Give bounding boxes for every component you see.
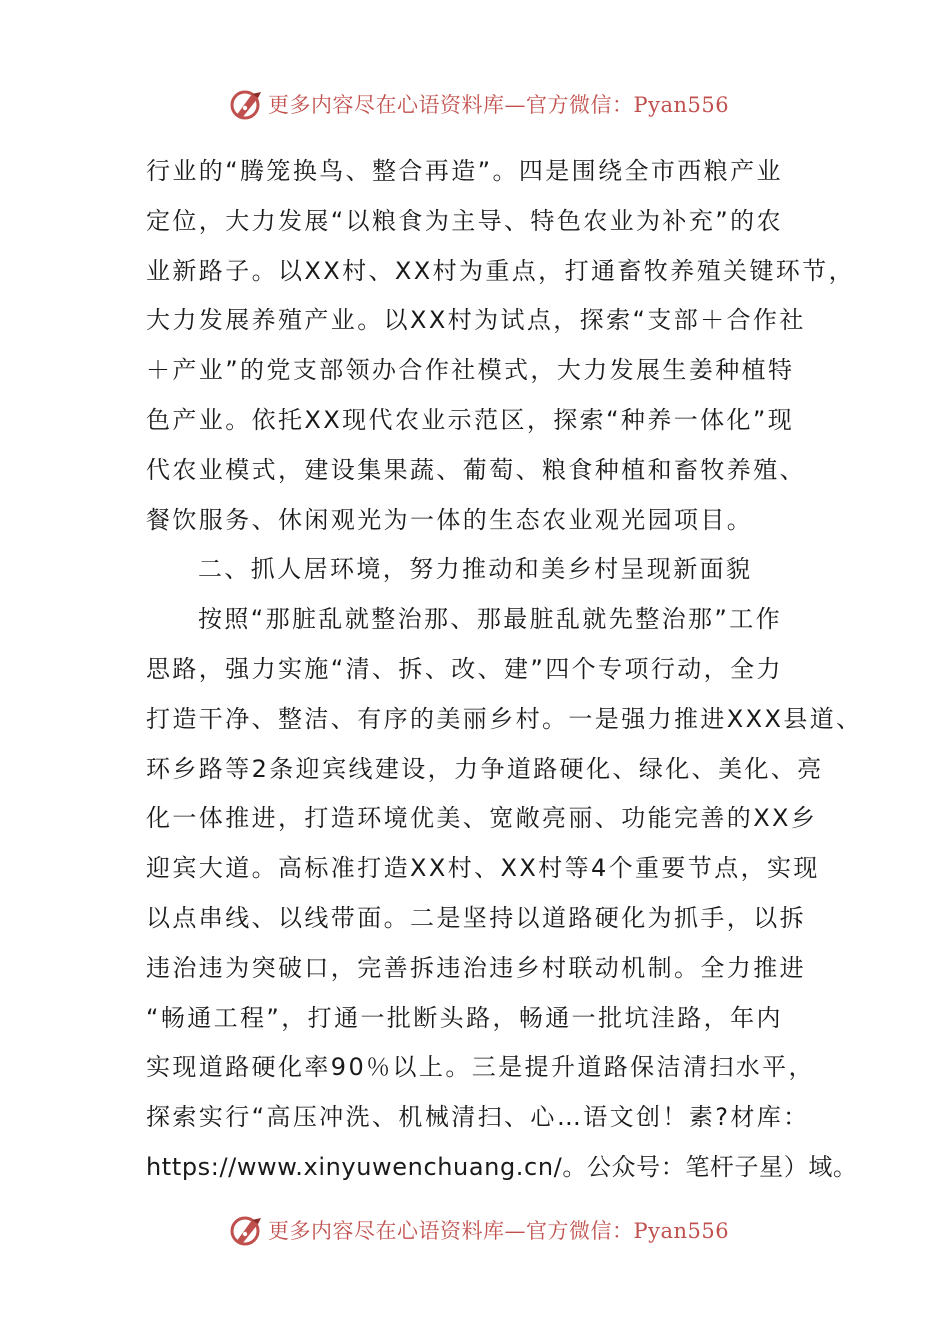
body-line: 业新路子。以XX村、XX村为重点，打通畜牧养殖关键环节， [146,256,855,285]
body-line-url: https://www.xinyuwenchuang.cn/。公众号：笔杆子星）域。 [146,1152,858,1181]
body-line: “畅通工程”，打通一批断头路，畅通一批坑洼路，年内 [146,1003,783,1032]
body-line: 思路，强力实施“清、拆、改、建”四个专项行动，全力 [146,654,783,683]
section-heading: 二、抓人居环境，努力推动和美乡村呈现新面貌 [198,555,753,584]
pen-nib-circle-icon [228,1212,264,1248]
footer-banner-text: 更多内容尽在心语资料库—官方微信：Pyan556 [268,1219,730,1243]
body-line: 化一体推进，打造环境优美、宽敞亮丽、功能完善的XX乡 [146,804,818,833]
body-line: 代农业模式，建设集果蔬、葡萄、粮食种植和畜牧养殖、 [146,455,806,484]
header-banner-text: 更多内容尽在心语资料库—官方微信：Pyan556 [268,93,730,117]
body-line: 大力发展养殖产业。以XX村为试点，探索“支部＋合作社 [146,306,806,335]
body-line: 实现道路硬化率90％以上。三是提升道路保洁清扫水平， [146,1053,815,1082]
document-body [146,147,863,1193]
body-line: 违治违为突破口，完善拆违治违乡村联动机制。全力推进 [146,953,806,982]
body-line: 环乡路等2条迎宾线建设，力争道路硬化、绿化、美化、亮 [146,754,824,783]
body-line: 色产业。依托XX现代农业示范区，探索“种养一体化”现 [146,405,795,434]
footer-banner [228,1210,748,1250]
header-banner [228,84,748,124]
body-line: 餐饮服务、休闲观光为一体的生态农业观光园项目。 [146,505,754,534]
body-line: 按照“那脏乱就整治那、那最脏乱就先整治那”工作 [198,605,783,634]
body-line: 探索实行“高压冲洗、机械清扫、心…语文创！素?材库： [146,1103,810,1132]
pen-nib-circle-icon [228,86,264,122]
body-line: 行业的“腾笼换鸟、整合再造”。四是围绕全市西粮产业 [146,157,783,185]
body-line: 迎宾大道。高标准打造XX村、XX村等4个重要节点，实现 [146,854,820,883]
body-line: 以点串线、以线带面。二是坚持以道路硬化为抓手，以拆 [146,903,806,932]
body-line: 打造干净、整洁、有序的美丽乡村。一是强力推进XXX县道、 [146,704,863,733]
body-line: ＋产业”的党支部领办合作社模式，大力发展生姜种植特 [146,356,795,385]
body-line: 定位，大力发展“以粮食为主导、特色农业为补充”的农 [146,206,783,235]
